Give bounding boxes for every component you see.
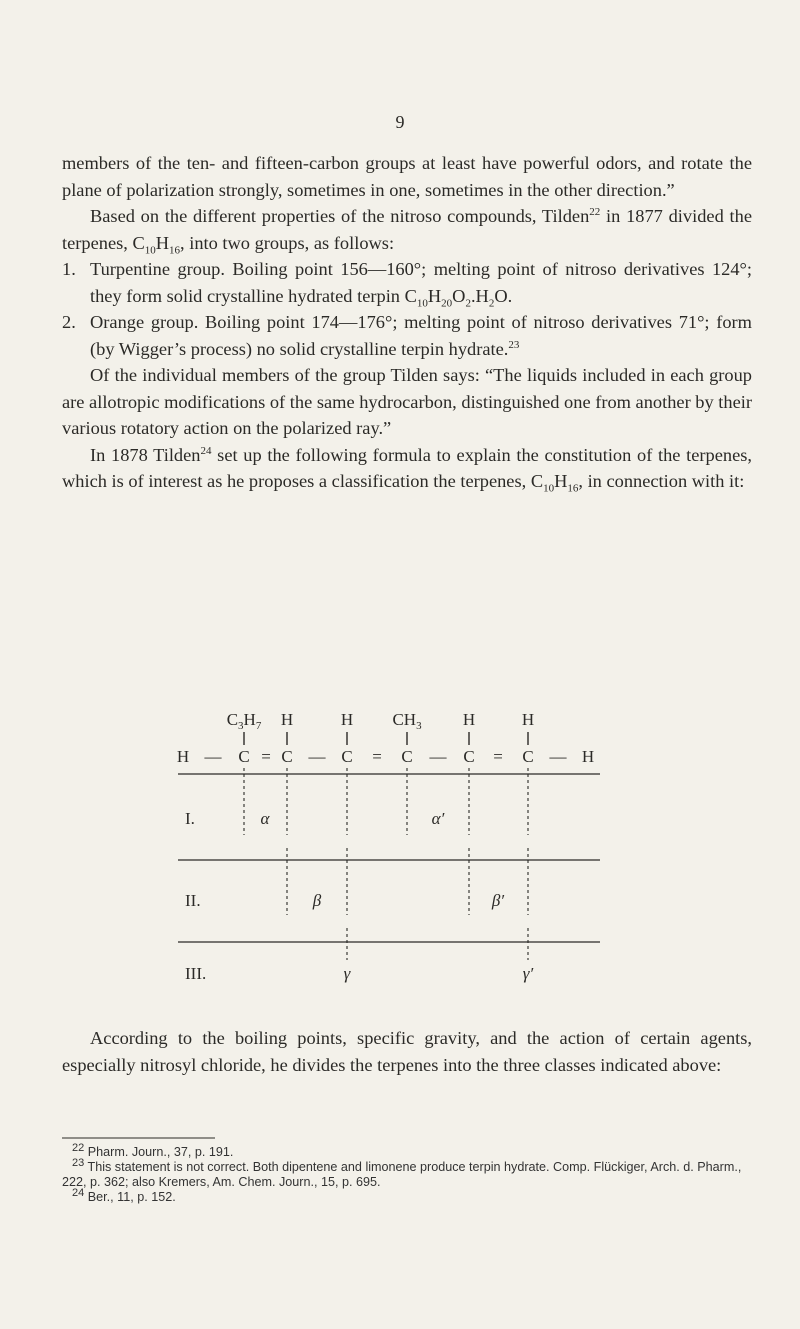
greek-gamma-prime: γ′ [522,964,534,983]
footnote-22: $^{22}$ Pharm. Journ., 37, p. 191. [72,1141,234,1159]
chain-bond: = [372,747,382,766]
chain-bond: — [308,747,326,766]
chain-atom: C [522,747,534,766]
footnotes [62,1141,762,1205]
chain-bond: — [549,747,567,766]
substituent-c3h7: $C_3H_7$ [226,710,262,732]
chain-bond: = [261,747,271,766]
substituent-h: H [340,710,354,729]
chain-atom: H [581,747,595,766]
paragraph-tilden-quote: Of the individual members of the group Tilden says: “The liquids included in each group are allotropic modifications of the same hydrocarbon, distinguished one from another by their various rotatory action on the polarized ray.” [62,365,752,438]
chain-atom: C [281,747,293,766]
greek-gamma: γ [343,964,351,983]
substituent-ch3: $CH_3$ [392,710,422,732]
substituent-h: H [462,710,476,729]
chain-atom: C [401,747,413,766]
chain-atom: H [176,747,190,766]
chain-atom: C [341,747,353,766]
paragraph-classification: According to the boiling points, specific gravity, and the action of certain agents, especially nitrosyl chloride, he divides the terpenes into the three classes indicated above: [62,1028,752,1075]
substituent-h: H [521,710,535,729]
chain-atom: C [238,747,250,766]
greek-beta: β [312,891,322,910]
row-label-ii: II. [185,891,201,910]
paragraph-tilden-1878: In 1878 Tilden$^{24}$ set up the following formula to explain the constitution of the terpenes, which is of interest as he proposes a classification the terpenes, $C_{10}H_{16}$, in connection with it: [62,444,752,495]
greek-alpha: α [260,809,270,828]
chain-atom: C [463,747,475,766]
greek-beta-prime: β′ [491,891,505,910]
paragraph-intro: members of the ten- and fifteen-carbon groups at least have powerful odors, and rotate the plane of polarization strongly, sometimes in one, sometimes in the other direction.” [62,153,752,200]
footnote-24: $^{24}$ Ber., 11, p. 152. [72,1186,176,1204]
chain-bond: = [493,747,503,766]
page-number: 9 [395,112,405,132]
greek-alpha-prime: α′ [431,809,445,828]
row-label-iii: III. [185,964,207,983]
row-label-i: I. [185,809,195,828]
list-item-turpentine: 1. Turpentine group. Boiling point 156—160°; melting point of nitroso derivatives 124°; they form solid crystalline hydrated terpin $C_{10}H_{20}O_2.H_2O$. [62,259,752,310]
list-item-orange: 2. Orange group. Boiling point 174—176°; melting point of nitroso derivatives 71°; form (by Wigger’s process) no solid crystalline terpin hydrate.$^{23}$ [62,312,752,359]
substituent-h: H [280,710,294,729]
chain-bond: — [204,747,222,766]
chain-bond: — [429,747,447,766]
footnote-23: $^{23}$ This statement is not correct. Both dipentene and limonene produce terpin hydrate. Comp. Flückiger, Arch. d. Pharm., 222, p. 362; also Kremers, Am. Chem. Journ., 15, p. 695. [62,1156,742,1189]
paragraph-tilden-1877: Based on the different properties of the nitroso compounds, Tilden$^{22}$ in 1877 divided the terpenes, $C_{10}H_{16}$, into two groups, as follows: [62,205,752,257]
